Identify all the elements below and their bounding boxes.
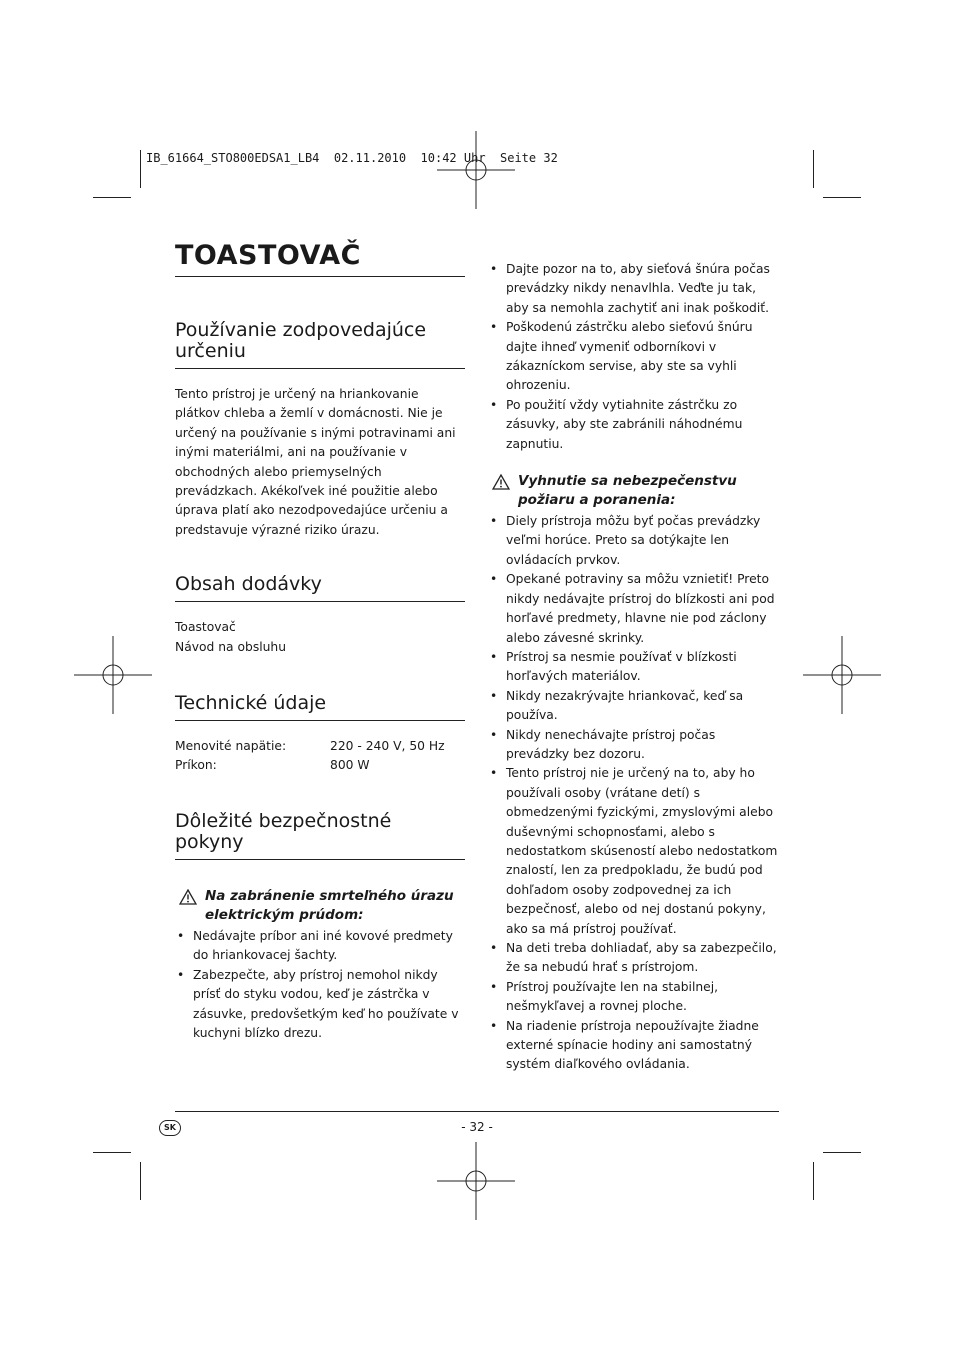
tech-label: Príkon: (175, 758, 217, 773)
list-item: • Zabezpečte, aby prístroj nemohol nikdy prísť do styku vodou, keď je zástrčka v zásuvke, predovšetkým keď ho používate v kuchyni blízko drezu. (175, 966, 465, 1044)
list-item: • Prístroj sa nesmie používať v blízkosti horľavých materiálov. (488, 648, 780, 687)
page-title: TOASTOVAČ (175, 240, 361, 271)
list-item: • Na deti treba dohliadať, aby sa zabezpečilo, že sa nebudú hrať s prístrojom. (488, 939, 780, 978)
list-item: • Po použití vždy vytiahnite zástrčku zo zásuvky, aby ste zabránili náhodnému zapnutiu. (488, 396, 780, 454)
tech-value: 220 - 240 V, 50 Hz (330, 739, 445, 754)
list-item: • Poškodenú zástrčku alebo sieťovú šnúru dajte ihneď vymeniť odborníkovi v zákazníckom servise, aby ste sa vyhli ohrozeniu. (488, 318, 780, 396)
page-number: - 32 - (461, 1120, 493, 1134)
left-column (175, 240, 465, 1043)
section-heading-technical: Technické údaje (175, 692, 327, 715)
warning-triangle-icon (492, 474, 510, 490)
tech-value: 800 W (330, 758, 370, 773)
registration-mark-icon (437, 131, 515, 209)
divider (175, 276, 465, 277)
list-item: • Dajte pozor na to, aby sieťová šnúra počas prevádzky nikdy nenavlhla. Veďte ju tak, aby sa nemohla zachytiť ani inak poškodiť. (488, 260, 780, 318)
tech-label: Menovité napätie: (175, 739, 287, 754)
section-heading-safety: Dôležité bezpečnostné pokyny (175, 809, 392, 853)
crop-mark (813, 150, 814, 188)
divider (175, 720, 465, 721)
tech-row (175, 737, 465, 756)
contents-item: Návod na obsluhu (175, 639, 287, 654)
list-item: • Tento prístroj nie je určený na to, aby ho používali osoby (vrátane detí) s obmedzenými fyzickými, zmyslovými alebo duševnými schopnosťami, alebo s nedostatkom skúseností alebo nedostatkom znalostí, len za predpokladu, že budú pod dohľadom osoby zodpovednej za ich bezpečnosť, alebo od nej dostanú pokyny, ako sa má prístroj používať. (488, 764, 780, 939)
crop-mark (813, 1162, 814, 1200)
right-column (488, 260, 780, 1075)
warning-triangle-icon (179, 889, 197, 905)
section-heading-contents: Obsah dodávky (175, 573, 322, 596)
tech-row (175, 756, 465, 775)
warning-title: Vyhnutie sa nebezpečenstvu požiaru a poranenia: (518, 473, 737, 509)
warning-heading-electric (175, 887, 465, 925)
contents-item: Toastovač (175, 620, 236, 635)
section-heading-intended-use: Používanie zodpovedajúce určeniu (175, 319, 427, 362)
intended-use-text: Tento prístroj je určený na hriankovanie plátkov chleba a žemlí v domácnosti. Nie je určený na používanie s inými potravinami ani inými materiálmi, ani na používanie v obchodných alebo priemyselných prevádzkach. Akékoľvek iné použitie alebo úprava platí ako nezodpovedajúce určeniu a predstavuje výrazné riziko úrazu. (175, 387, 456, 537)
list-item: • Nikdy nezakrývajte hriankovač, keď sa používa. (488, 687, 780, 726)
footer-divider (175, 1111, 779, 1112)
list-item: • Na riadenie prístroja nepoužívajte žiadne externé spínacie hodiny ani samostatný systém diaľkového ovládania. (488, 1017, 780, 1075)
divider (175, 368, 465, 369)
crop-mark (140, 1162, 141, 1200)
divider (175, 859, 465, 860)
registration-mark-icon (803, 636, 881, 714)
list-item: • Diely prístroja môžu byť počas prevádzky veľmi horúce. Preto sa dotýkajte len ovládacích prvkov. (488, 512, 780, 570)
list-item: • Nedávajte príbor ani iné kovové predmety do hriankovacej šachty. (175, 927, 465, 966)
crop-mark (93, 1152, 131, 1153)
crop-mark (823, 1152, 861, 1153)
list-item: • Nikdy nenechávajte prístroj počas prevádzky bez dozoru. (488, 726, 780, 765)
registration-mark-icon (74, 636, 152, 714)
crop-mark (93, 197, 131, 198)
list-item: • Prístroj používajte len na stabilnej, nešmykľavej a rovnej ploche. (488, 978, 780, 1017)
crop-mark (823, 197, 861, 198)
crop-mark (140, 150, 141, 188)
list-item: • Opekané potraviny sa môžu vznietiť! Preto nikdy nedávajte prístroj do blízkosti ani pod horľavé predmety, hlavne nie pod záclony alebo závesné skrinky. (488, 570, 780, 648)
print-slug: IB_61664_STO800EDSA1_LB4 02.11.2010 10:42 Uhr Seite 32 (146, 151, 558, 165)
warning-title: Na zabránenie smrteľného úrazu elektrickým prúdom: (205, 887, 454, 923)
divider (175, 601, 465, 602)
language-badge: SK (159, 1120, 181, 1136)
registration-mark-icon (437, 1142, 515, 1220)
warning-heading-fire (488, 472, 780, 510)
